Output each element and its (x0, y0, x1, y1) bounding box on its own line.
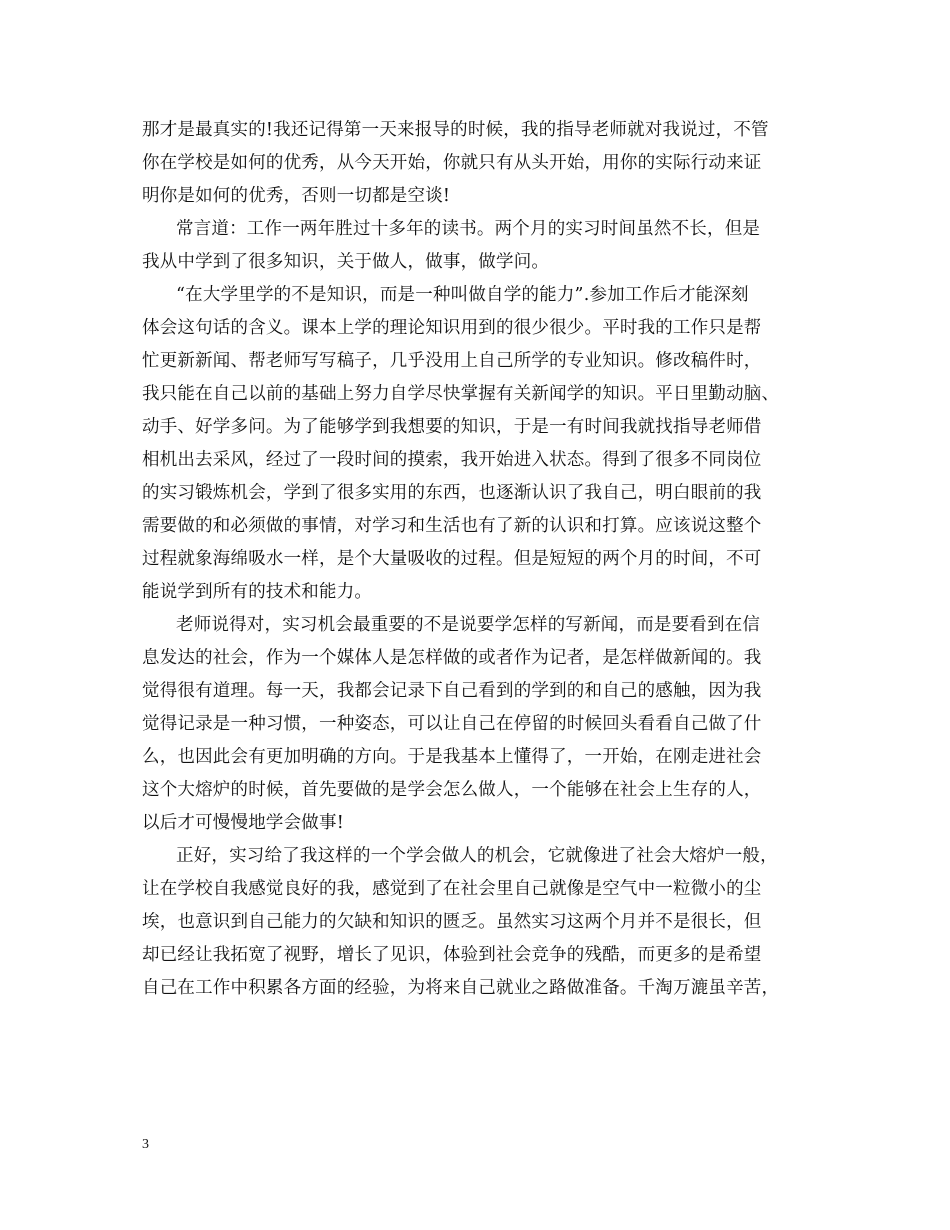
text-line: 过程就象海绵吸水一样，是个大量吸收的过程。但是短短的两个月的时间，不可 (142, 549, 762, 569)
text-line: 让在学校自我感觉良好的我，感觉到了在社会里自己就像是空气中一粒微小的尘 (142, 879, 762, 899)
text-line: 老师说得对，实习机会最重要的不是说要学怎样的写新闻，而是要看到在信 (176, 615, 761, 635)
text-line: 你在学校是如何的优秀，从今天开始，你就只有从头开始，用你的实际行动来证 (142, 153, 762, 173)
text-line: 我只能在自己以前的基础上努力自学尽快掌握有关新闻学的知识。平日里勤动脑、 (142, 384, 780, 404)
text-line: 明你是如何的优秀，否则一切都是空谈! (142, 186, 451, 206)
text-line: 的实习锻炼机会，学到了很多实用的东西，也逐渐认识了我自己，明白眼前的我 (142, 483, 762, 503)
text-line: “在大学里学的不是知识，而是一种叫做自学的能力”.参加工作后才能深刻 (176, 285, 749, 305)
text-line: 那才是最真实的!我还记得第一天来报导的时候，我的指导老师就对我说过，不管 (142, 120, 769, 140)
text-line: 埃，也意识到自己能力的欠缺和知识的匮乏。虽然实习这两个月并不是很长，但 (142, 912, 762, 932)
text-line: 觉得很有道理。每一天，我都会记录下自己看到的学到的和自己的感触，因为我 (142, 681, 762, 701)
page-number: 3 (142, 1137, 149, 1152)
text-line: 以后才可慢慢地学会做事! (142, 813, 344, 833)
text-line: 我从中学到了很多知识，关于做人，做事，做学问。 (142, 252, 550, 272)
body-text (142, 114, 832, 1005)
text-line: 么，也因此会有更加明确的方向。于是我基本上懂得了，一开始，在刚走进社会 (142, 747, 762, 767)
text-line: 常言道：工作一两年胜过十多年的读书。两个月的实习时间虽然不长，但是 (176, 219, 761, 239)
text-line: 息发达的社会，作为一个媒体人是怎样做的或者作为记者，是怎样做新闻的。我 (142, 648, 762, 668)
text-line: 这个大熔炉的时候，首先要做的是学会怎么做人，一个能够在社会上生存的人， (142, 780, 762, 800)
text-line: 需要做的和必须做的事情，对学习和生活也有了新的认识和打算。应该说这整个 (142, 516, 762, 536)
text-line: 相机出去采风，经过了一段时间的摸索，我开始进入状态。得到了很多不同岗位 (142, 450, 762, 470)
text-line: 忙更新新闻、帮老师写写稿子，几乎没用上自己所学的专业知识。修改稿件时， (142, 351, 762, 371)
text-line: 却已经让我拓宽了视野，增长了见识，体验到社会竞争的残酷，而更多的是希望 (142, 945, 762, 965)
text-line: 动手、好学多问。为了能够学到我想要的知识，于是一有时间我就找指导老师借 (142, 417, 762, 437)
text-line: 能说学到所有的技术和能力。 (142, 582, 373, 602)
text-line: 体会这句话的含义。课本上学的理论知识用到的很少很少。平时我的工作只是帮 (142, 318, 762, 338)
text-line: 自己在工作中积累各方面的经验，为将来自己就业之路做准备。千淘万漉虽辛苦， (142, 978, 780, 998)
text-line: 正好，实习给了我这样的一个学会做人的机会，它就像进了社会大熔炉一般， (176, 846, 778, 866)
text-line: 觉得记录是一种习惯，一种姿态，可以让自己在停留的时候回头看看自己做了什 (142, 714, 762, 734)
